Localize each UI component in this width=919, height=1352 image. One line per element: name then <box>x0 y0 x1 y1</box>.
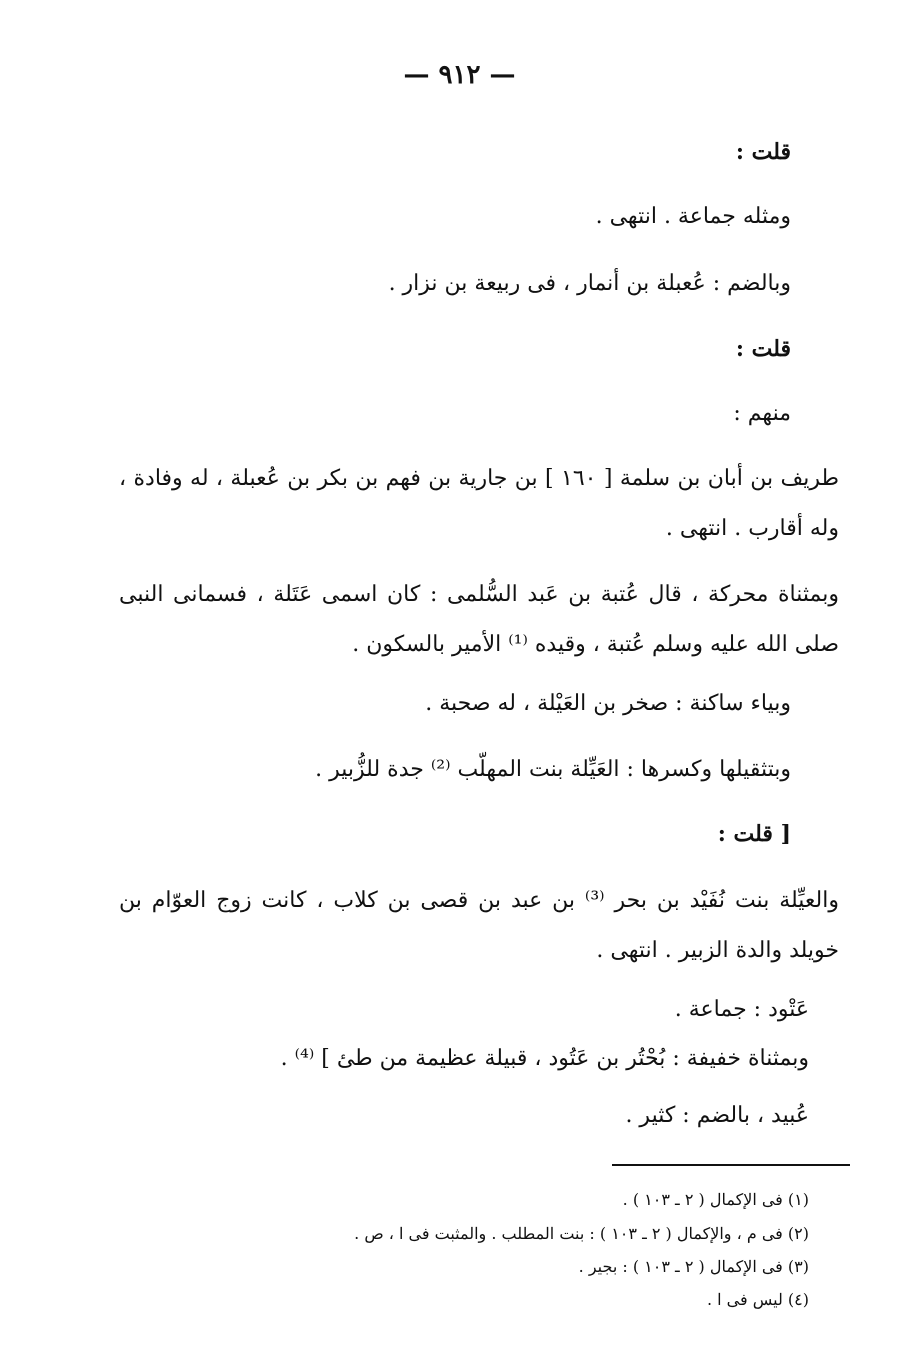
footnote-4: (٤) ليس فى ا . <box>706 1290 809 1309</box>
text-line-ubayd: عُبيد ، بالضم : كثير . <box>625 1103 809 1128</box>
heading-qult-1: قلت : <box>735 139 791 165</box>
footnote-separator <box>612 1164 850 1166</box>
heading-qult-3: [ قلت : <box>717 821 791 847</box>
page-number: — ٩١٢ — <box>403 60 516 90</box>
text-line-atwad: عَتْود : جماعة . <box>674 997 809 1022</box>
text-line-bi-tathqil: وبتثقيلها وكسرها : العَيِّلة بنت المهلّب ⁽²⁾ جدة للزُّبير . <box>315 757 791 782</box>
text-line-mithluhu: ومثله جماعة . انتهى . <box>595 204 791 229</box>
footnote-3: (٣) فى الإكمال ( ٢ ـ ١٠٣ ) : بجير . <box>578 1257 809 1276</box>
text-line-bi-ya: وبياء ساكنة : صخر بن العَيْلة ، له صحبة . <box>425 691 791 716</box>
heading-qult-2: قلت : <box>735 336 791 362</box>
footnote-2: (٢) فى م ، والإكمال ( ٢ ـ ١٠٣ ) : بنت المطلب . والمثبت فى ا ، ص . <box>354 1224 809 1243</box>
paragraph-bi-muthannat: وبمثناة محركة ، قال عُتبة بن عَبد السُّلمى : كان اسمى عَتَلة ، فسمانى النبى صلى الله عليه وسلم عُتبة ، وقيده ⁽¹⁾ الأمير بالسكون . <box>119 582 839 657</box>
text-line-minhum: منهم : <box>733 401 791 426</box>
paragraph-al-ayyila: والعيِّلة بنت نُفَيْد بن بحر ⁽³⁾ بن عبد بن قصى بن كلاب ، كانت زوج العوّام بن خويلد والدة الزبير . انتهى . <box>119 888 839 963</box>
text-line-bil-damm: وبالضم : عُعبلة بن أنمار ، فى ربيعة بن نزار . <box>388 271 791 296</box>
paragraph-tarif: طريف بن أبان بن سلمة [ ١٦٠ ] بن جارية بن فهم بن بكر بن عُعبلة ، له وفادة ، وله أقارب . انتهى . <box>119 466 839 541</box>
footnote-1: (١) فى الإكمال ( ٢ ـ ١٠٣ ) . <box>622 1190 809 1209</box>
text-line-bi-muthannat-khafifa: وبمثناة خفيفة : بُحْتُر بن عَتُود ، قبيلة عظيمة من طئ ] ⁽⁴⁾ . <box>280 1046 809 1071</box>
